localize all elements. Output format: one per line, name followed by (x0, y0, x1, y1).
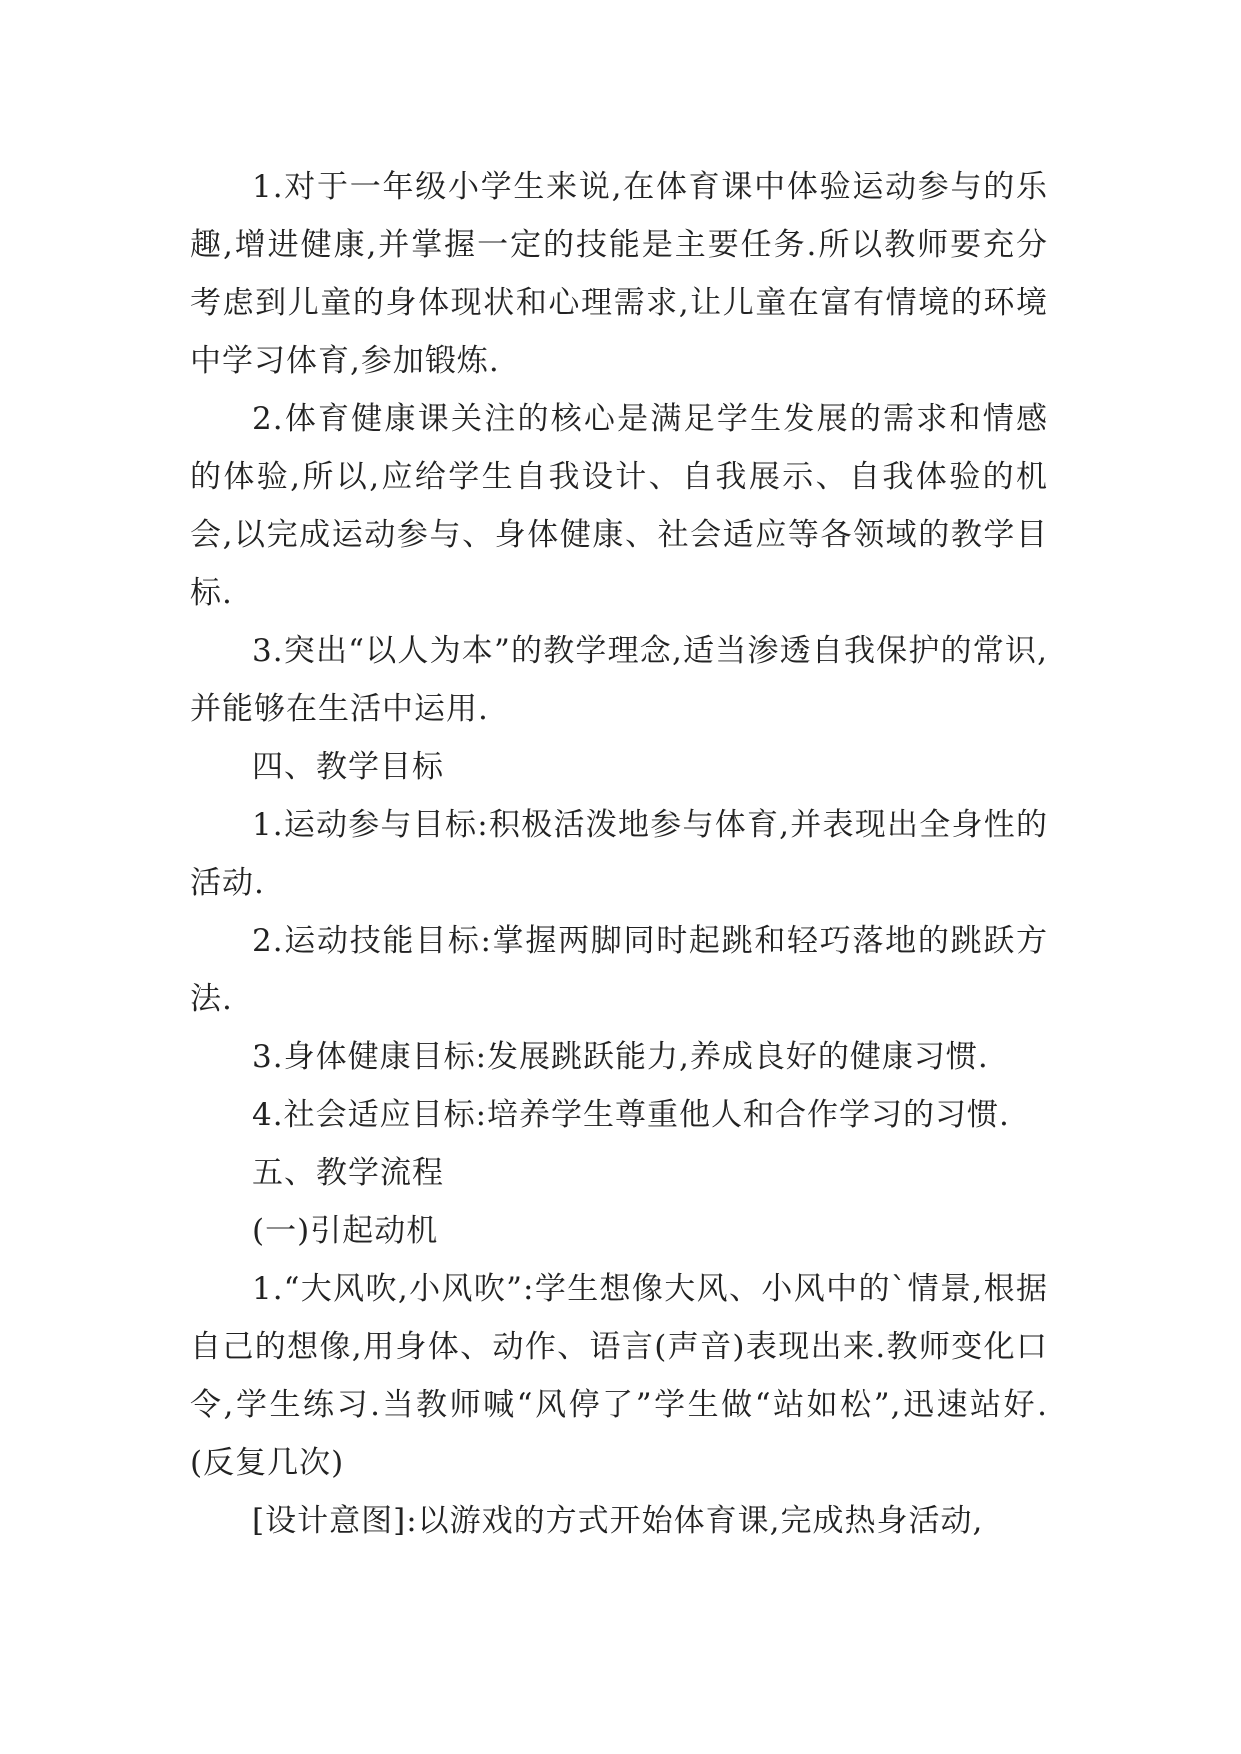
paragraph-3: 3.突出“以人为本”的教学理念,适当渗透自我保护的常识,并能够在生活中运用. (190, 633, 1048, 727)
paragraph-2: 2.体育健康课关注的核心是满足学生发展的需求和情感的体验,所以,应给学生自我设计、自我展示、自我体验的机会,以完成运动参与、身体健康、社会适应等各领域的教学目标. (190, 401, 1048, 611)
design-intent: [设计意图]:以游戏的方式开始体育课,完成热身活动, (252, 1503, 984, 1539)
subsection-heading-motivation: (一)引起动机 (252, 1213, 439, 1249)
paragraph-1: 1.对于一年级小学生来说,在体育课中体验运动参与的乐趣,增进健康,并掌握一定的技能是主要任务.所以教师要充分考虑到儿童的身体现状和心理需求,让儿童在富有情境的环境中学习体育,参加锻炼. (190, 169, 1048, 379)
section-heading-teaching-goals: 四、教学目标 (252, 749, 444, 785)
goal-3: 3.身体健康目标:发展跳跃能力,养成良好的健康习惯. (252, 1039, 989, 1075)
goal-1: 1.运动参与目标:积极活泼地参与体育,并表现出全身性的活动. (190, 807, 1048, 901)
document-body (190, 158, 1048, 1550)
goal-4: 4.社会适应目标:培养学生尊重他人和合作学习的习惯. (252, 1097, 1010, 1133)
process-step-1: 1.“大风吹,小风吹”:学生想像大风、小风中的`情景,根据自己的想像,用身体、动作、语言(声音)表现出来.教师变化口令,学生练习.当教师喊“风停了”学生做“站如松”,迅速站好.(反复几次) (190, 1271, 1048, 1481)
goal-2: 2.运动技能目标:掌握两脚同时起跳和轻巧落地的跳跃方法. (190, 923, 1048, 1017)
section-heading-teaching-process: 五、教学流程 (252, 1155, 444, 1191)
